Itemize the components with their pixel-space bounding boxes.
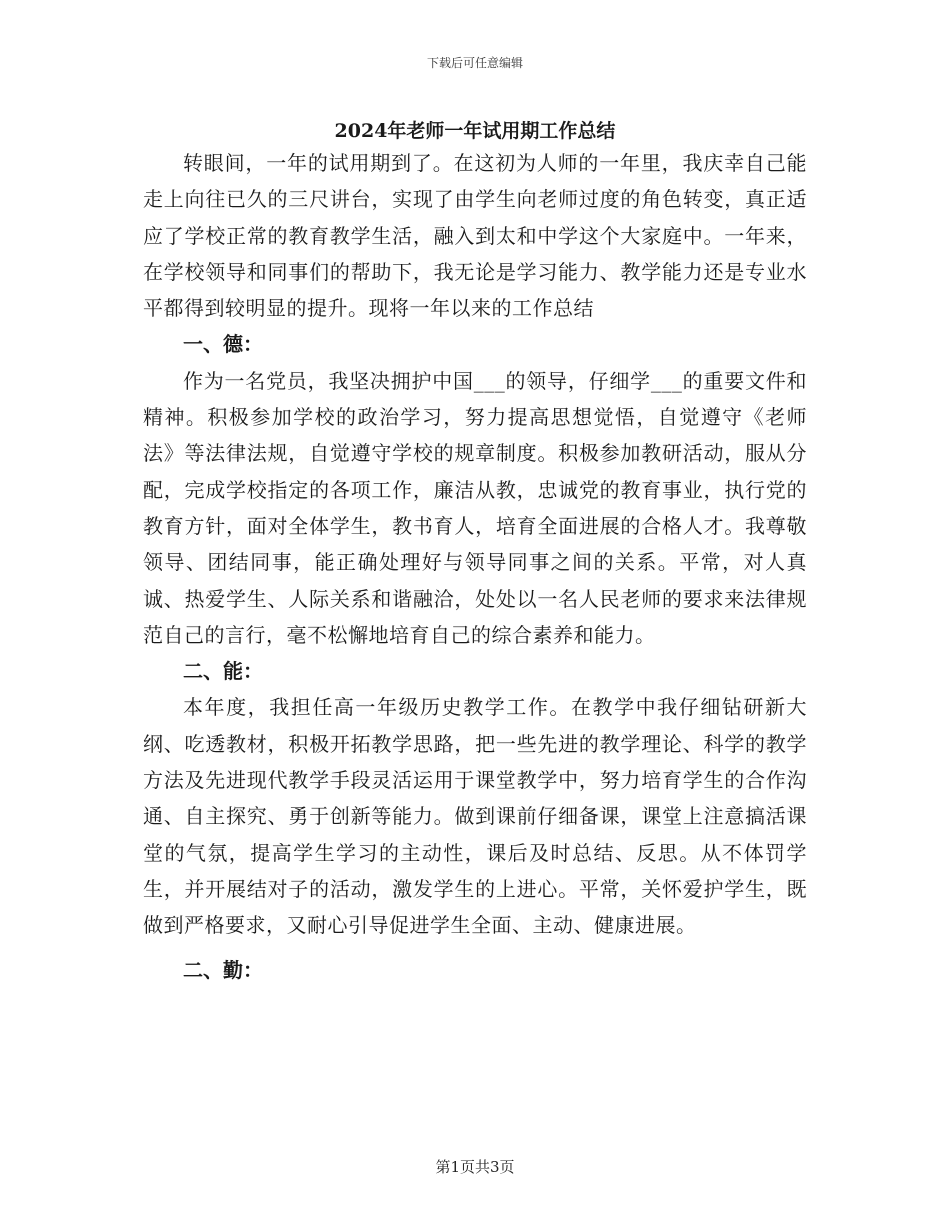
section-body-neng: 本年度，我担任高一年级历史教学工作。在教学中我仔细钻研新大纲、吃透教材，积极开拓教学思路，把一些先进的教学理论、科学的教学方法及先进现代教学手段灵活运用于课堂教学中，努力培育学生的合作沟通、自主探究、勇于创新等能力。做到课前仔细备课，课堂上注意搞活课堂的气氛，提高学生学习的主动性，课后及时总结、反思。从不体罚学生，并开展结对子的活动，激发学生的上进心。平常，关怀爱护学生，既做到严格要求，又耐心引导促进学生全面、主动、健康进展。 (143, 695, 807, 938)
section-heading-neng: 二、能： (183, 659, 263, 684)
section-heading-qin: 二、勤： (183, 957, 263, 982)
intro-paragraph: 转眼间，一年的试用期到了。在这初为人师的一年里，我庆幸自己能走上向往已久的三尺讲台，实现了由学生向老师过度的角色转变，真正适应了学校正常的教育教学生活，融入到太和中学这个大家庭中。一年来，在学校领导和同事们的帮助下，我无论是学习能力、教学能力还是专业水平都得到较明显的提升。现将一年以来的工作总结 (143, 151, 807, 321)
page-header-note: 下载后可任意编辑 (426, 56, 523, 70)
page-number: 第1页共3页 (435, 1158, 515, 1176)
document-title: 2024年老师一年试用期工作总结 (334, 120, 616, 142)
section-body-de: 作为一名党员，我坚决拥护中国___的领导，仔细学___的重要文件和精神。积极参加学校的政治学习，努力提高思想觉悟，自觉遵守《老师法》等法律法规，自觉遵守学校的规章制度。积极参加教研活动，服从分配，完成学校指定的各项工作，廉洁从教，忠诚党的教育事业，执行党的教育方针，面对全体学生，教书育人，培育全面进展的合格人才。我尊敬领导、团结同事，能正确处理好与领导同事之间的关系。平常，对人真诚、热爱学生、人际关系和谐融洽，处处以一名人民老师的要求来法律规范自己的言行，毫不松懈地培育自己的综合素养和能力。 (143, 368, 807, 647)
document-body (143, 145, 807, 988)
section-heading-de: 一、德： (183, 332, 263, 357)
